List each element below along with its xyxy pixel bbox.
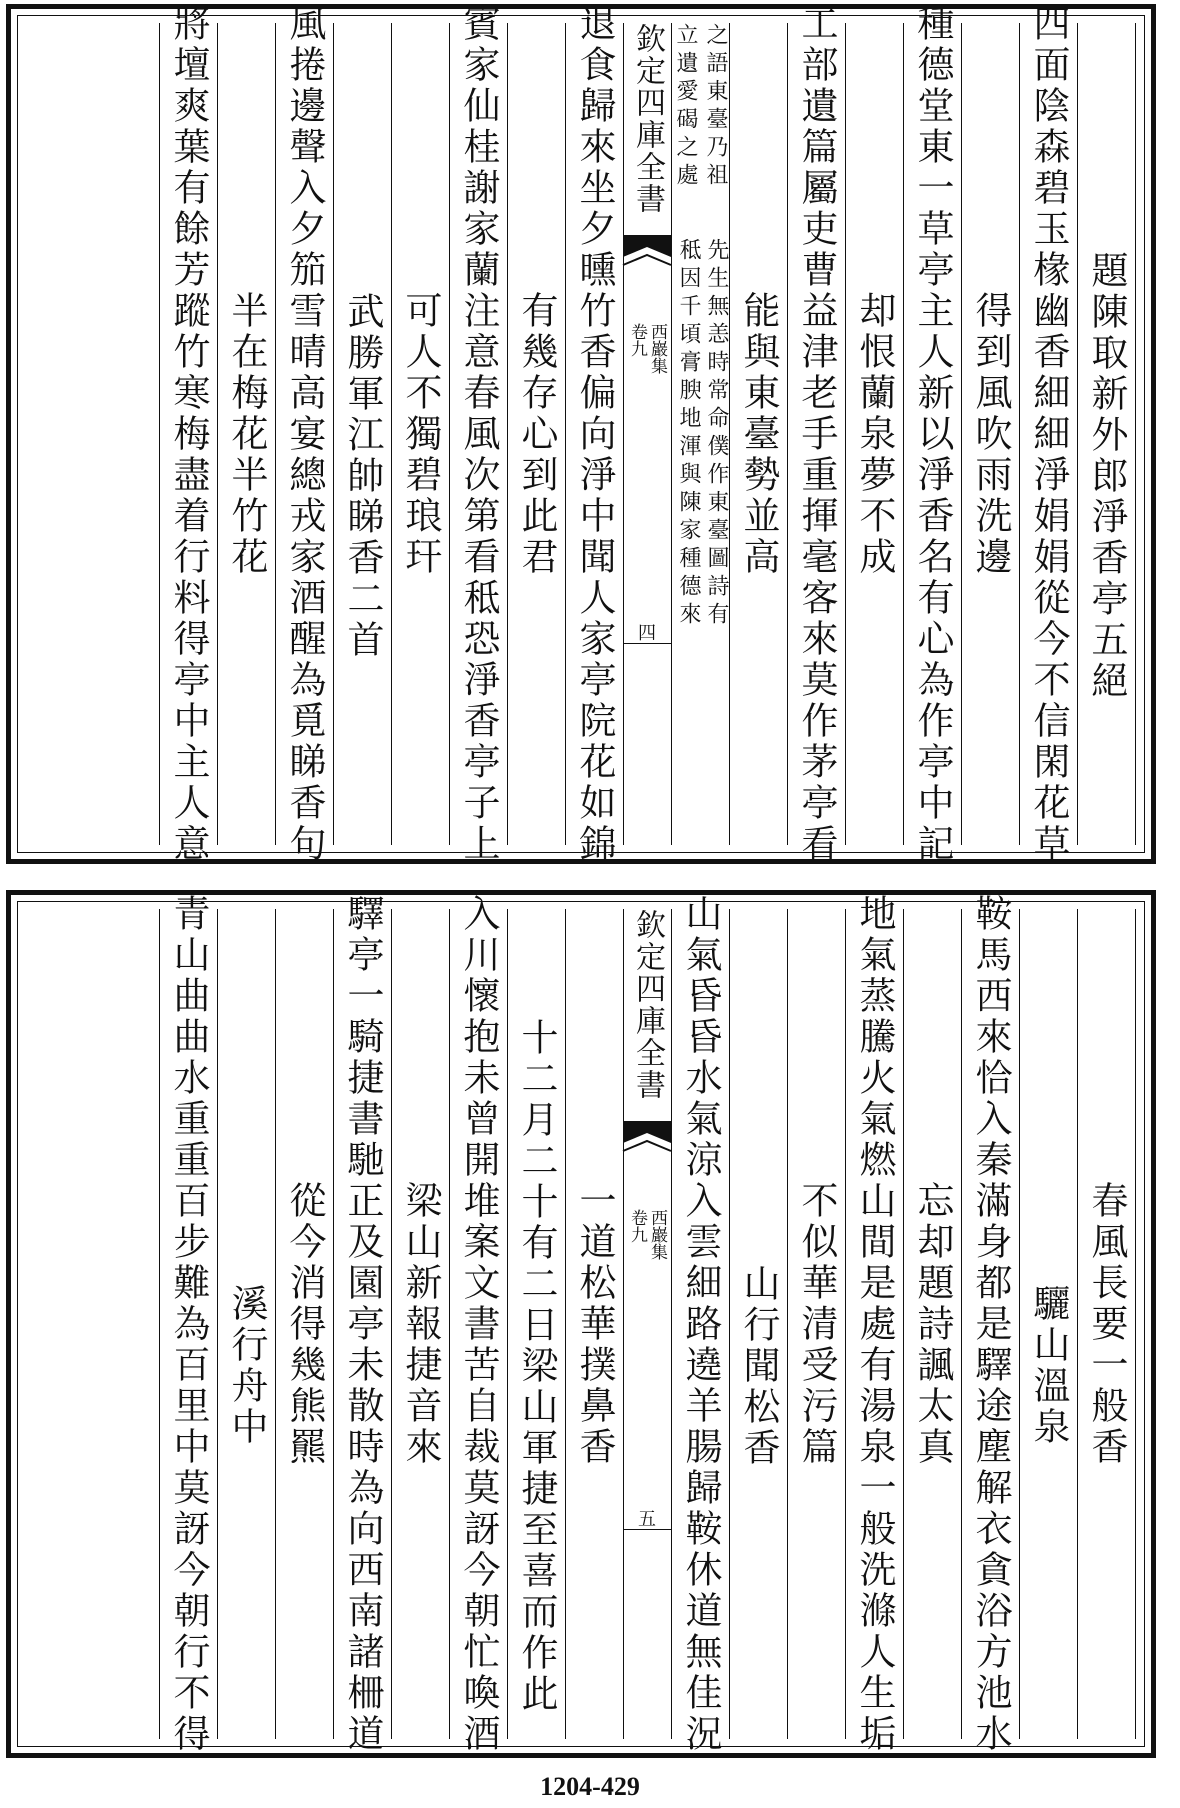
column-text: 梁山新報捷音來 <box>399 1180 442 1468</box>
column-text: 得到風吹雨洗邊 <box>969 290 1012 578</box>
text-column <box>449 3 507 865</box>
column-rule <box>671 23 672 845</box>
book-name: 西巖集 <box>647 1209 667 1260</box>
collection-title: 欽定四庫全書 <box>630 23 665 215</box>
text-column <box>449 893 507 1755</box>
annotation-note-line: 先生無恙時常命僕作東臺圖詩有 <box>704 238 729 630</box>
column-rule <box>333 909 334 1739</box>
column-rule <box>1077 909 1078 1739</box>
annotation-note-column <box>671 23 729 845</box>
volume-name: 卷九 <box>627 323 647 357</box>
column-rule <box>159 909 160 1739</box>
collection-title: 欽定四庫全書 <box>630 909 665 1101</box>
column-text: 武勝軍江帥睇香二首 <box>341 291 384 661</box>
column-text: 青山曲曲水重重百步難為百里中莫訝今朝行不得 <box>167 893 210 1755</box>
column-rule <box>623 909 624 1739</box>
text-column <box>961 893 1019 1755</box>
poem-title-column <box>1019 909 1077 1739</box>
poem-title-column <box>729 909 787 1739</box>
text-column <box>217 23 275 845</box>
column-rule <box>507 909 508 1739</box>
annotation-note-line: 立遺愛碣之處 <box>673 23 698 191</box>
text-column <box>333 893 391 1755</box>
column-rule <box>787 23 788 845</box>
column-rule <box>217 23 218 845</box>
text-column <box>961 23 1019 845</box>
column-text: 將壇爽葉有餘芳蹤竹寒梅盡着行料得亭中主人意 <box>167 3 210 865</box>
column-rule <box>671 909 672 1739</box>
poem-title-column <box>333 23 391 845</box>
column-text: 不似華清受污篇 <box>795 1180 838 1468</box>
text-column <box>1077 909 1135 1739</box>
column-rule <box>729 23 730 845</box>
column-text: 有幾存心到此君 <box>515 290 558 578</box>
column-rule <box>275 23 276 845</box>
poem-title-column <box>507 909 565 1739</box>
poem-title-column <box>217 909 275 1739</box>
text-column <box>845 893 903 1755</box>
column-rule <box>787 909 788 1739</box>
column-rule <box>623 23 624 845</box>
column-text: 春風長要一般香 <box>1085 1180 1128 1468</box>
column-text: 鞍馬西來恰入秦滿身都是驛途塵解衣貪浴方池水 <box>969 893 1012 1755</box>
column-rule <box>449 23 450 845</box>
column-text: 工部遺篇屬吏曹益津老手重揮毫客來莫作茅亭看 <box>795 3 838 865</box>
text-column <box>159 893 217 1755</box>
text-column <box>903 3 961 865</box>
column-text: 從今消得幾熊羆 <box>283 1180 326 1468</box>
spine-rule <box>623 1529 671 1530</box>
column-text: 驪山溫泉 <box>1027 1284 1070 1448</box>
column-rule <box>1077 23 1078 845</box>
column-text: 題陳取新外郎淨香亭五絕 <box>1085 250 1128 702</box>
column-text: 能與東臺勢並高 <box>737 290 780 578</box>
column-text: 山氣昏昏水氣涼入雲細路遶羊腸歸鞍休道無佳況 <box>679 893 722 1755</box>
column-rule <box>1019 909 1020 1739</box>
leaf-number: 五 <box>638 1509 656 1530</box>
text-column <box>391 23 449 845</box>
column-rule <box>333 23 334 845</box>
column-rule <box>449 909 450 1739</box>
column-rule <box>507 23 508 845</box>
book-volume-label <box>625 1209 669 1260</box>
column-text: 半在梅花半竹花 <box>225 290 268 578</box>
column-text: 賓家仙桂謝家蘭注意春風次第看秪恐淨香亭子上 <box>457 3 500 865</box>
column-rule <box>903 23 904 845</box>
text-column <box>275 3 333 865</box>
column-rule <box>1135 909 1136 1739</box>
bottom-page <box>6 890 1156 1758</box>
column-rule <box>565 23 566 845</box>
poem-title-column <box>1077 23 1135 845</box>
text-column <box>845 23 903 845</box>
column-rule <box>845 909 846 1739</box>
text-column <box>159 3 217 865</box>
text-column <box>391 909 449 1739</box>
page-footer-number: 1204-429 <box>540 1772 640 1801</box>
annotation-note-line: 之語東臺乃祖 <box>703 23 728 191</box>
text-column <box>565 909 623 1739</box>
book-name: 西巖集 <box>647 323 667 374</box>
book-volume-label <box>625 323 669 374</box>
spine-rule <box>623 643 671 644</box>
text-column <box>507 23 565 845</box>
column-text: 入川懷抱未曾開堆案文書苦自裁莫訝今朝忙喚酒 <box>457 893 500 1755</box>
annotation-note-line: 秪因千頃膏腴地渾與陳家種德來 <box>676 238 701 630</box>
column-text: 忘却題詩諷太真 <box>911 1180 954 1468</box>
fishtail-mark-icon <box>623 1121 671 1161</box>
column-text: 可人不獨碧琅玕 <box>399 290 442 578</box>
column-text: 山行聞松香 <box>737 1263 780 1469</box>
leaf-number: 四 <box>638 623 656 644</box>
fishtail-mark-icon <box>623 235 671 275</box>
volume-name: 卷九 <box>627 1209 647 1243</box>
column-text: 溪行舟中 <box>225 1284 268 1448</box>
column-rule <box>903 909 904 1739</box>
text-column <box>671 893 729 1755</box>
column-rule <box>391 909 392 1739</box>
column-text: 退食歸來坐夕曛竹香偏向淨中聞人家亭院花如錦 <box>573 3 616 865</box>
text-column <box>1019 3 1077 865</box>
column-text: 却恨蘭泉夢不成 <box>853 290 896 578</box>
text-column <box>787 909 845 1739</box>
column-text: 一道松華撲鼻香 <box>573 1180 616 1468</box>
column-text: 四面陰森碧玉椽幽香細細淨娟娟從今不信閑花草 <box>1027 3 1070 865</box>
column-rule <box>391 23 392 845</box>
column-rule <box>217 909 218 1739</box>
column-rule <box>275 909 276 1739</box>
column-rule <box>961 909 962 1739</box>
text-column <box>565 3 623 865</box>
column-text: 種德堂東一草亭主人新以淨香名有心為作亭中記 <box>911 3 954 865</box>
column-rule <box>729 909 730 1739</box>
text-column <box>275 909 333 1739</box>
column-rule <box>1019 23 1020 845</box>
center-spine <box>623 909 671 1739</box>
column-text: 驛亭一騎捷書馳正及園亭未散時為向西南諸柵道 <box>341 893 384 1755</box>
center-spine <box>623 23 671 845</box>
column-text: 風捲邊聲入夕笳雪晴高宴總戎家酒醒為覓睇香句 <box>283 3 326 865</box>
column-text: 十二月二十有二日梁山軍捷至喜而作此 <box>515 1017 558 1715</box>
top-page <box>6 4 1156 864</box>
column-text: 地氣蒸騰火氣燃山間是處有湯泉一般洗滌人生垢 <box>853 893 896 1755</box>
text-column <box>787 3 845 865</box>
column-rule <box>565 909 566 1739</box>
text-column <box>903 909 961 1739</box>
column-rule <box>1135 23 1136 845</box>
column-rule <box>961 23 962 845</box>
column-rule <box>845 23 846 845</box>
column-rule <box>159 23 160 845</box>
